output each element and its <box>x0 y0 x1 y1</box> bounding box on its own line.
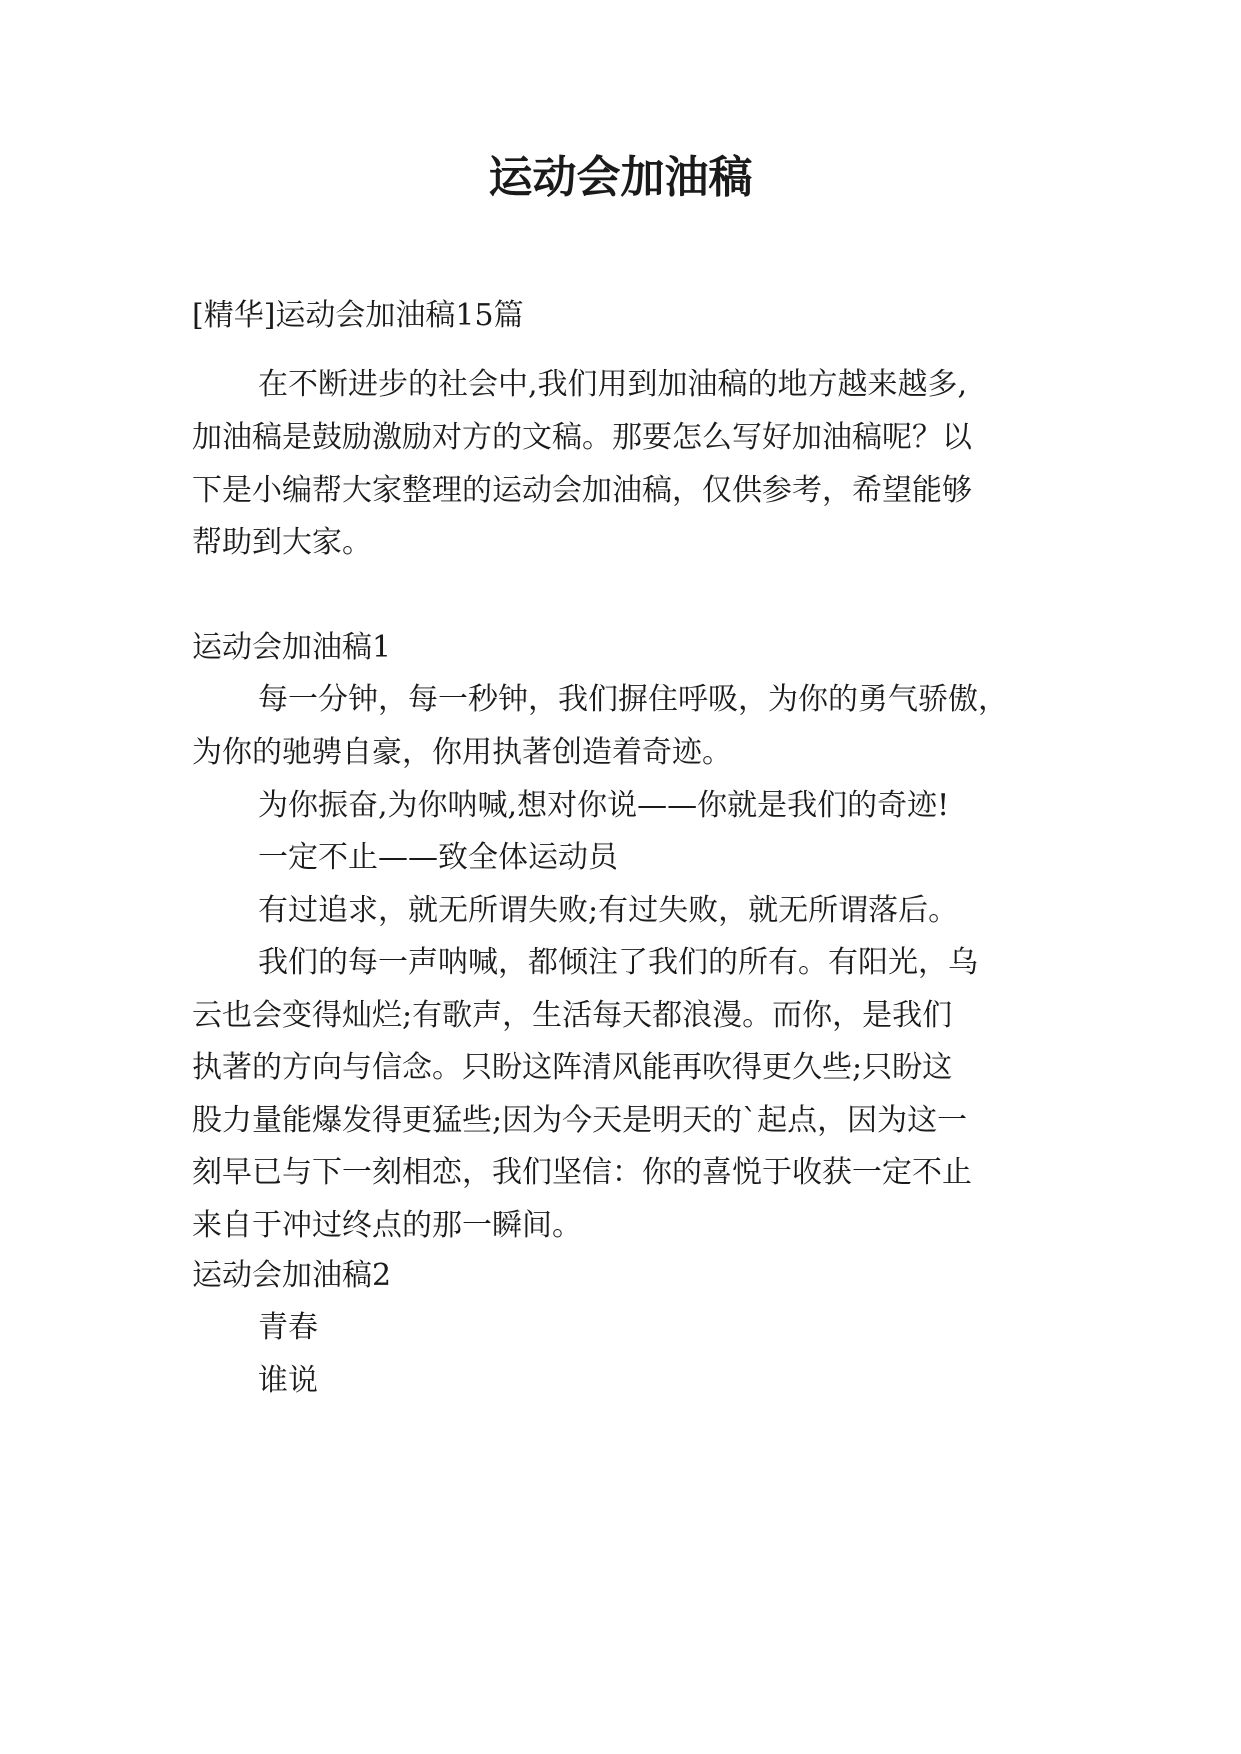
section-heading: 运动会加油稿2 <box>192 1258 392 1293</box>
paragraph-line: 股力量能爆发得更猛些;因为今天是明天的`起点，因为这一 <box>192 1103 968 1138</box>
paragraph-line: 云也会变得灿烂;有歌声，生活每天都浪漫。而你，是我们 <box>192 998 953 1033</box>
paragraph-line: 刻早已与下一刻相恋，我们坚信：你的喜悦于收获一定不止 <box>192 1155 972 1190</box>
document-subtitle: [精华]运动会加油稿15篇 <box>192 298 524 333</box>
paragraph-line: 来自于冲过终点的那一瞬间。 <box>192 1208 582 1243</box>
intro-line: 下是小编帮大家整理的运动会加油稿，仅供参考，希望能够 <box>192 473 972 508</box>
section-heading: 运动会加油稿1 <box>192 630 392 665</box>
paragraph-line: 有过追求，就无所谓失败;有过失败，就无所谓落后。 <box>258 893 959 928</box>
intro-line: 加油稿是鼓励激励对方的文稿。那要怎么写好加油稿呢？以 <box>192 420 972 455</box>
paragraph-line: 谁说 <box>258 1363 318 1398</box>
document-title: 运动会加油稿 <box>488 152 753 203</box>
paragraph-line: 每一分钟，每一秒钟，我们摒住呼吸，为你的勇气骄傲， <box>258 682 1008 717</box>
paragraph-line: 一定不止——致全体运动员 <box>258 840 618 875</box>
paragraph-line: 青春 <box>258 1310 318 1345</box>
paragraph-line: 执著的方向与信念。只盼这阵清风能再吹得更久些;只盼这 <box>192 1050 953 1085</box>
intro-line: 帮助到大家。 <box>192 525 372 560</box>
paragraph-line: 我们的每一声呐喊，都倾注了我们的所有。有阳光，乌 <box>258 945 978 980</box>
paragraph-line: 为你振奋,为你呐喊,想对你说——你就是我们的奇迹! <box>258 788 950 823</box>
intro-line: 在不断进步的社会中,我们用到加油稿的地方越来越多, <box>258 367 968 402</box>
paragraph-line: 为你的驰骋自豪，你用执著创造着奇迹。 <box>192 735 732 770</box>
